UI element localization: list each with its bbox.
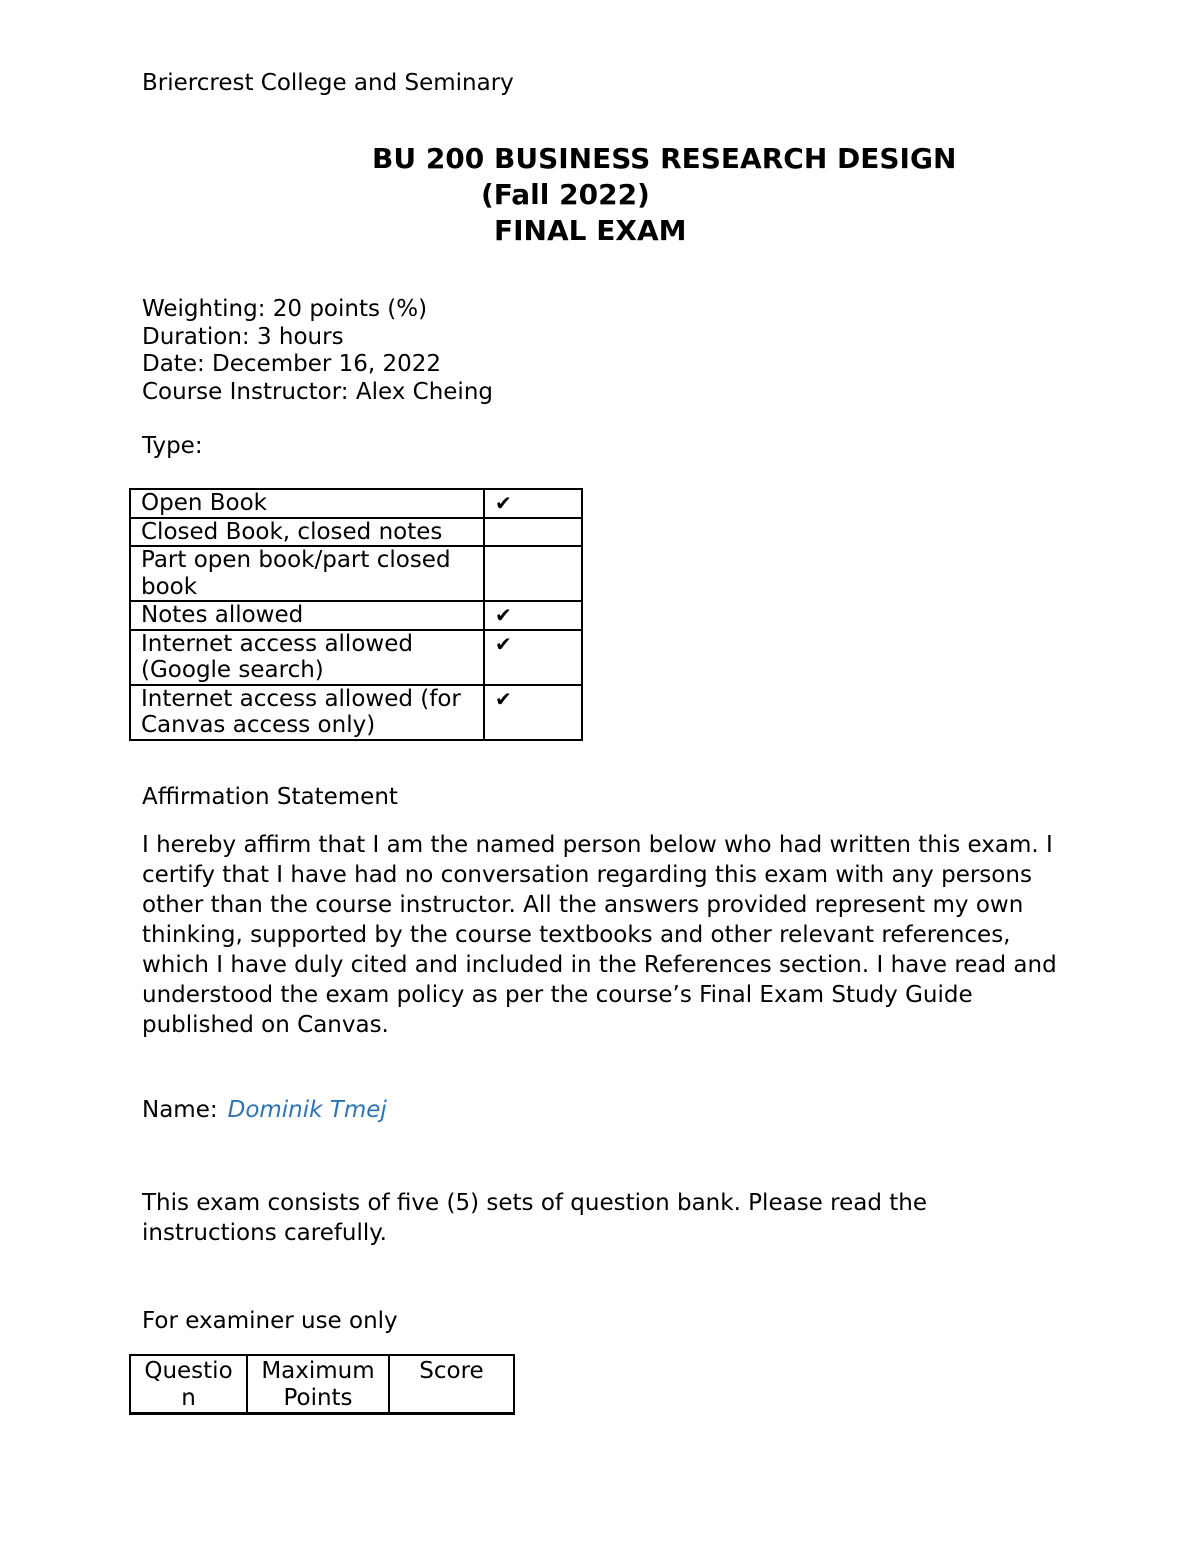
column-header-question: Questio n [130,1355,247,1414]
table-row [130,685,582,740]
exam-type-table [129,488,583,741]
affirmation-statement: I hereby affirm that I am the named person below who had written this exam. I certify that I have had no conversation regarding this exam with any persons other than the course instructor. All the answers provided represent my own thinking, supported by the course textbooks and other relevant references, which I have duly cited and included in the References section. I have read and understood the exam policy as per the course’s Final Exam Study Guide published on Canvas. [142,832,1057,1038]
student-name: Dominik Tmej [227,1097,387,1123]
affirmation-heading: Affirmation Statement [142,784,398,810]
exam-date: Date: December 16, 2022 [142,351,442,377]
type-option-label: Notes allowed [130,601,484,630]
table-row [130,601,582,630]
type-option-label: Internet access allowed (Google search) [130,630,484,685]
course-instructor: Course Instructor: Alex Cheing [142,378,493,405]
weighting: Weighting: 20 points (%) [142,296,428,322]
column-header-maximum-points: Maximum Points [247,1355,389,1414]
type-option-label: Part open book/part closed book [130,546,484,601]
check-icon: ✔ [484,630,582,685]
term: (Fall 2022) [481,178,650,211]
table-row [130,489,582,518]
check-icon: ✔ [484,601,582,630]
name-label: Name: [142,1097,218,1123]
table-row [130,518,582,547]
check-cell-empty [484,518,582,547]
score-table [129,1354,515,1415]
check-icon: ✔ [484,489,582,518]
institution-name: Briercrest College and Seminary [142,70,514,96]
exam-instructions: This exam consists of five (5) sets of question bank. Please read the instructions carefully. [142,1190,927,1246]
duration: Duration: 3 hours [142,323,344,350]
check-icon: ✔ [484,685,582,740]
type-option-label: Internet access allowed (for Canvas access only) [130,685,484,740]
course-title: BU 200 BUSINESS RESEARCH DESIGN [372,142,957,175]
exam-name: FINAL EXAM [494,214,687,247]
table-header-row [130,1355,514,1414]
table-row [130,546,582,601]
examiner-use-label: For examiner use only [142,1308,398,1334]
type-option-label: Open Book [130,489,484,518]
type-label: Type: [142,433,203,459]
check-cell-empty [484,546,582,601]
table-row [130,630,582,685]
type-option-label: Closed Book, closed notes [130,518,484,547]
column-header-score: Score [389,1355,514,1414]
exam-details [142,296,493,406]
student-name-row [142,1097,387,1123]
